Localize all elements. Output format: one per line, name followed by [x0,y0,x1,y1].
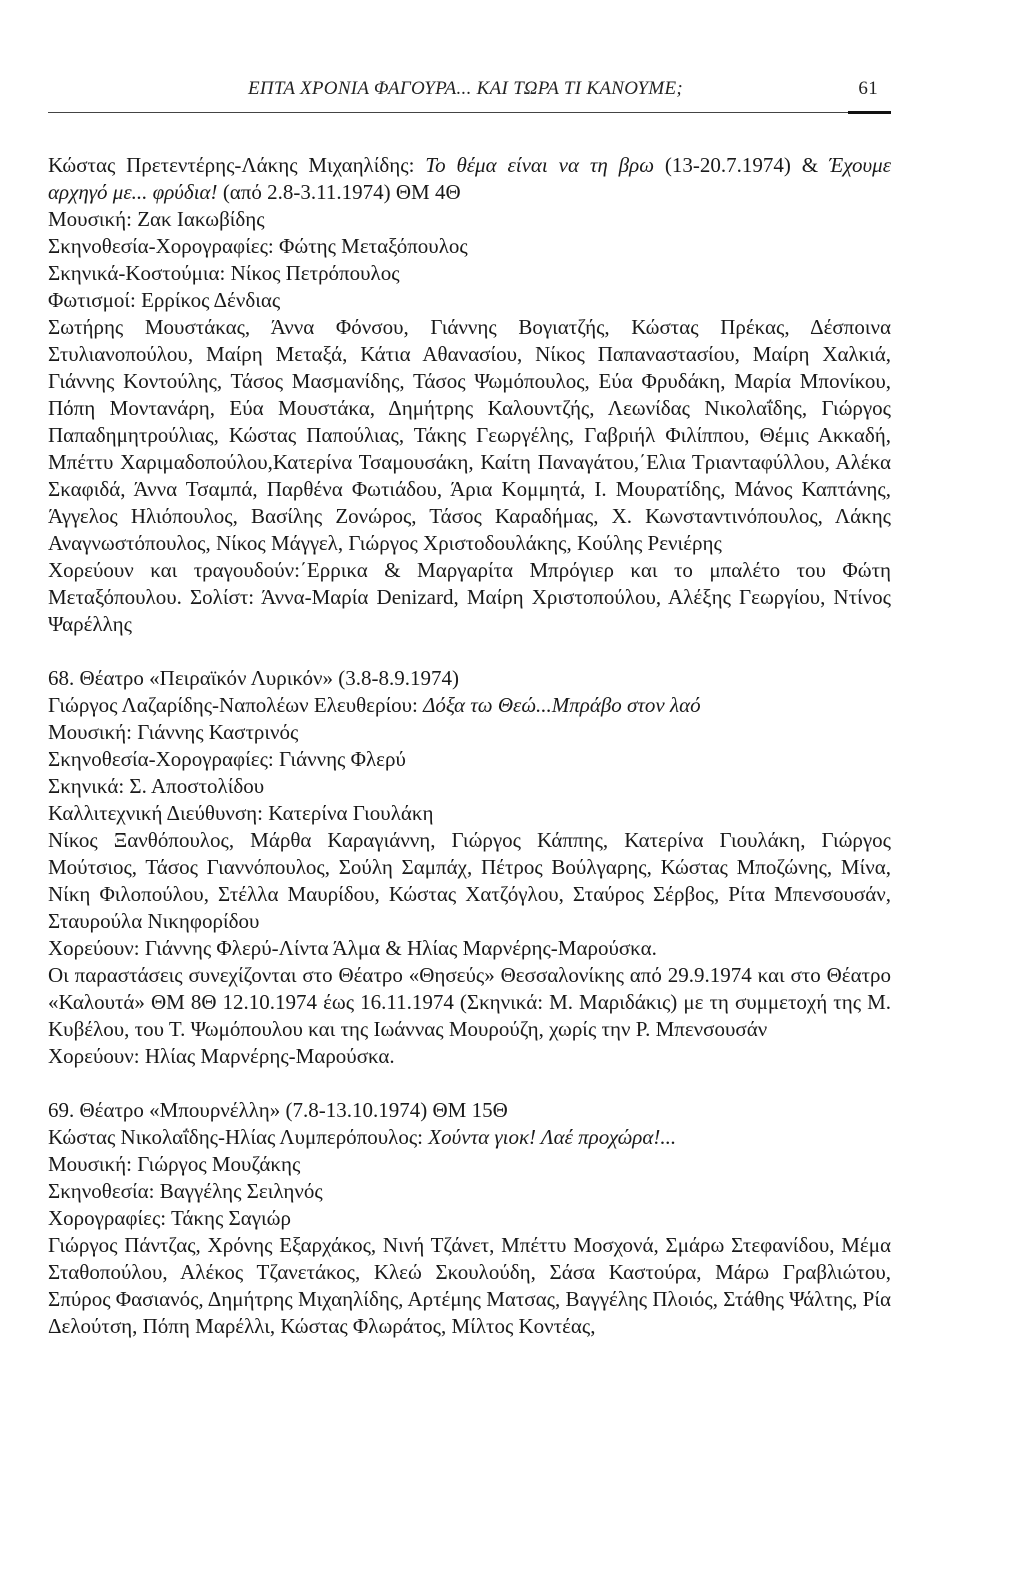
play-title: Χούντα γιοκ! Λαέ προχώρα!... [428,1125,677,1149]
entry-68-art-direction: Καλλιτεχνική Διεύθυνση: Κατερίνα Γιουλάκη [48,801,434,825]
entry-69-music: Μουσική: Γιώργος Μουζάκης [48,1152,301,1176]
entry-67-cast: Σωτήρης Μουστάκας, Άννα Φόνσου, Γιάννης Βογιατζής, Κώστας Πρέκας, Δέσποινα Στυλιανοπούλου, Μαίρη Μεταξά, Κάτια Αθανασίου, Νίκος Παπαναστασίου, Μαίρη Χαλκιά, Γιάννης Κοντούλης, Τάσος Μασμανίδης, Τάσος Ψωμόπουλος, Εύα Φρυδάκη, Μαρία Μπονίκου, Πόπη Μοντανάρη, Εύα Μουστάκα, Δημήτρης Καλουντζής, Λεωνίδας Νικολαΐδης, Γιώργος Παπαδημητρούλιας, Κώστας Παπούλιας, Τάκης Γεωργέλης, Γαβριήλ Φιλίππου, Θέμις Ακκαδή, Μπέττυ Χαριμαδοπούλου,Κατερίνα Τσαμουσάκη, Καίτη Παναγάτου,΄Ελια Τριανταφύλλου, Αλέκα Σκαφιδά, Άννα Τσαμπά, Παρθένα Φωτιάδου, Άρια Κομμητά, Ι. Μουρατίδης, Μάνος Καπτάνης, Άγγελος Ηλιόπουλος, Βασίλης Ζονώρος, Τάσος Καραδήμας, Χ. Κωνσταντινόπουλος, Λάκης Αναγνωστόπουλος, Νίκος Μάγγελ, Γιώργος Χριστοδουλάκης, Κούλης Ρενιέρης [48,315,891,555]
entry-67-direction: Σκηνοθεσία-Χορογραφίες: Φώτης Μεταξόπουλος [48,234,468,258]
entry-67-singers: Χορεύουν και τραγουδούν:΄Ερρικα & Μαργαρίτα Μπρόγιερ και το μπαλέτο του Φώτη Μεταξόπουλου. Σολίστ: Άννα-Μαρία Denizard, Μαίρη Χριστοπούλου, Αλέξης Γεωργίου, Ντίνος Ψαρέλλης [48,558,891,636]
entry-67-lighting: Φωτισμοί: Ερρίκος Δένδιας [48,288,281,312]
running-title: ΕΠΤΑ ΧΡΟΝΙΑ ΦΑΓΟΥΡΑ... ΚΑΙ ΤΩΡΑ ΤΙ ΚΑΝΟΥΜΕ; [248,78,684,99]
entry-68-play-line: Γιώργος Λαζαρίδης-Ναπολέων Ελευθερίου: Δόξα τω Θεώ...Μπράβο στον λαό [48,693,701,717]
entry-69-direction: Σκηνοθεσία: Βαγγέλης Σειληνός [48,1179,323,1203]
page-number-underline [848,111,891,114]
section-gap [48,638,891,665]
play-title: Το θέμα είναι να τη βρω [425,153,655,177]
section-gap [48,1070,891,1097]
play-title: Έχουμε αρχηγό με... φρύδια! [48,153,891,204]
entry-68-cast: Νίκος Ξανθόπουλος, Μάρθα Καραγιάννη, Γιώργος Κάππης, Κατερίνα Γιουλάκη, Γιώργος Μούτσιος, Τάσος Γιαννόπουλος, Σούλη Σαμπάχ, Πέτρος Βούλγαρης, Κώστας Μποζώνης, Μίνα, Νίκη Φιλοπούλου, Στέλλα Μαυρίδου, Κώστας Χατζόγλου, Σταύρος Σέρβος, Ρίτα Μπενσουσάν, Σταυρούλα Νικηφορίδου [48,828,891,933]
page-body [48,152,891,1340]
play-title: Δόξα τω Θεώ...Μπράβο στον λαό [423,693,701,717]
entry-67-sets: Σκηνικά-Κοστούμια: Νίκος Πετρόπουλος [48,261,400,285]
entry-69-choreography: Χορογραφίες: Τάκης Σαγιώρ [48,1206,291,1230]
entry-69-cast: Γιώργος Πάντζας, Χρόνης Εξαρχάκος, Νινή Τζάνετ, Μπέττυ Μοσχονά, Σμάρω Στεφανίδου, Μέμα Σταθοπούλου, Αλέκος Τζανετάκος, Κλεώ Σκουλούδη, Σάσα Καστούρα, Μάρω Γραβλιώτου, Σπύρος Φασιανός, Δημήτρης Μιχαηλίδης, Αρτέμης Ματσας, Βαγγέλης Πλοιός, Στάθης Ψάλτης, Ρία Δελούτση, Πόπη Μαρέλλι, Κώστας Φλωράτος, Μίλτος Κοντέας, [48,1233,891,1338]
page-number: 61 [858,78,878,99]
entry-68-dancers: Χορεύουν: Γιάννης Φλερύ-Λίντα Άλμα & Ηλίας Μαρνέρης-Μαρούσκα. [48,936,657,960]
entry-68-direction: Σκηνοθεσία-Χορογραφίες: Γιάννης Φλερύ [48,747,406,771]
entry-68-dancers-2: Χορεύουν: Ηλίας Μαρνέρης-Μαρούσκα. [48,1044,395,1068]
entry-68-heading: 68. Θέατρο «Πειραϊκόν Λυρικόν» (3.8-8.9.1974) [48,666,459,690]
entry-67-music: Μουσική: Ζακ Ιακωβίδης [48,207,265,231]
entry-68-note: Οι παραστάσεις συνεχίζονται στο Θέατρο «Θησεύς» Θεσσαλονίκης από 29.9.1974 και στο Θέατρο «Καλουτά» ΘΜ 8Θ 12.10.1974 έως 16.11.1974 (Σκηνικά: Μ. Μαριδάκις) με τη συμμετοχή της Μ. Κυβέλου, του Τ. Ψωμόπουλου και της Ιωάννας Μουρούζη, χωρίς την Ρ. Μπενσουσάν [48,963,891,1041]
header-rule [48,112,891,113]
entry-68-music: Μουσική: Γιάννης Καστρινός [48,720,299,744]
entry-68-sets: Σκηνικά: Σ. Αποστολίδου [48,774,265,798]
entry-69-heading: 69. Θέατρο «Μπουρνέλλη» (7.8-13.10.1974) ΘΜ 15Θ [48,1098,508,1122]
entry-67-play-line: Κώστας Πρετεντέρης-Λάκης Μιχαηλίδης: Το θέμα είναι να τη βρω (13-20.7.1974) & Έχουμε αρχηγό με... φρύδια! (από 2.8-3.11.1974) ΘΜ 4Θ [48,153,891,204]
entry-69-play-line: Κώστας Νικολαΐδης-Ηλίας Λυμπερόπουλος: Χούντα γιοκ! Λαέ προχώρα!... [48,1125,677,1149]
